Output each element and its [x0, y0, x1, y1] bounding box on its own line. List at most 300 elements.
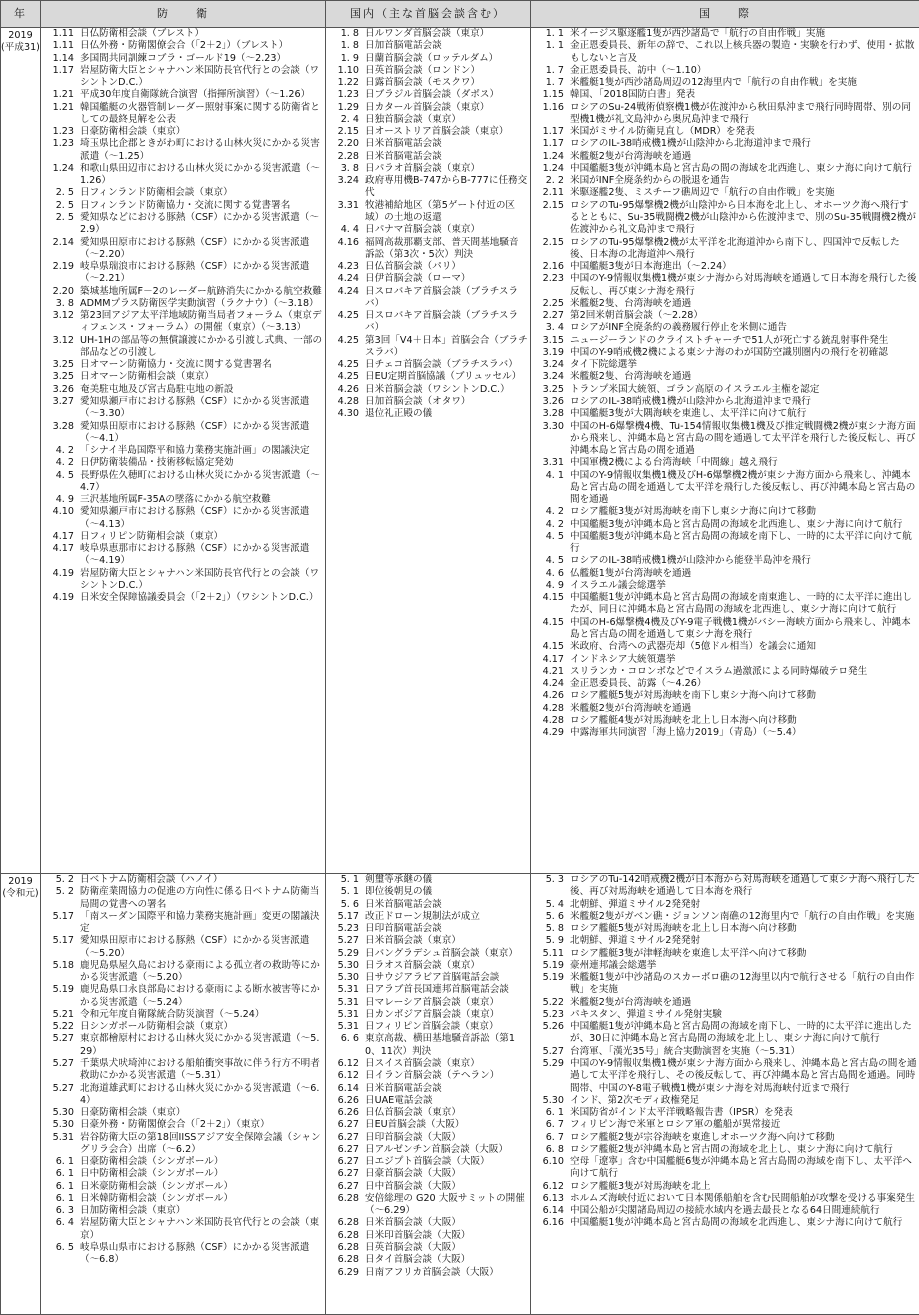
- entry-date: 6. 1: [43, 1193, 80, 1205]
- entry-date: 5. 1: [328, 886, 365, 898]
- international-entry: [531, 322, 919, 334]
- entry-text: 日フィンランド防衛協力・交流に関する覚書署名: [80, 200, 323, 212]
- entry-text: 金正恩委員長、訪中（～1.10）: [570, 65, 917, 77]
- entry-date: 6. 1: [43, 1168, 80, 1180]
- entry-date: 2.19: [43, 261, 80, 286]
- entry-date: 5. 2: [43, 874, 80, 886]
- defense-cell: [41, 28, 326, 874]
- entry-text: 米国防省がインド太平洋戦略報告書（IPSR）を発表: [570, 1107, 917, 1119]
- international-entry: [531, 1095, 919, 1107]
- defense-entry: [41, 1119, 325, 1131]
- defense-entry: [41, 396, 325, 421]
- entry-date: 5.22: [533, 997, 570, 1009]
- entry-text: 日英首脳会談（ロンドン）: [365, 65, 528, 77]
- entry-date: 3.28: [533, 408, 570, 420]
- entry-date: 4.25: [328, 359, 365, 371]
- international-entry: [531, 641, 919, 653]
- entry-date: 5.31: [328, 1009, 365, 1021]
- international-entry: [531, 948, 919, 960]
- entry-date: 1.16: [533, 102, 570, 127]
- domestic-entry: [326, 1242, 530, 1254]
- entry-date: 6.27: [328, 1181, 365, 1193]
- entry-text: 日蘭首脳会談（ロッテルダム）: [365, 53, 528, 65]
- international-entry: [531, 1205, 919, 1217]
- entry-date: 2.14: [43, 237, 80, 262]
- domestic-entry: [326, 1083, 530, 1095]
- entry-date: 4. 5: [533, 531, 570, 556]
- entry-date: 3.24: [533, 371, 570, 383]
- defense-entry: [41, 874, 325, 886]
- entry-text: 愛知県田原市における豚熱（CSF）にかかる災害派遣（～5.20）: [80, 935, 323, 960]
- entry-date: 6.29: [328, 1267, 365, 1279]
- entry-text: ロシア艦艇5隻が対馬海峡を南下し東シナ海へ向けて移動: [570, 690, 917, 702]
- entry-date: 6. 1: [43, 1156, 80, 1168]
- international-entry: [531, 617, 919, 642]
- defense-cell: [41, 874, 326, 1315]
- entry-text: ロシアのTu-95爆撃機2機が山陰沖から日本海を北上し、オホーツク海へ飛行するとともに、Su-35戦闘機2機が山陰沖から佐渡沖まで、別のSu-35戦闘機2機が佐渡沖から礼文島沖まで飛行: [570, 200, 917, 237]
- entry-date: 4.28: [533, 715, 570, 727]
- international-entry: [531, 102, 919, 127]
- entry-text: 日米首脳電話会談: [365, 899, 528, 911]
- entry-text: 日フィリピン防衛相会談（東京）: [80, 531, 323, 543]
- entry-text: 日ラオス首脳会談（東京）: [365, 960, 528, 972]
- entry-date: 6.27: [328, 1132, 365, 1144]
- entry-text: 日スイス首脳会談（東京）: [365, 1058, 528, 1070]
- entry-text: 日伊首脳会談（ローマ）: [365, 273, 528, 285]
- entry-date: 5.27: [533, 1046, 570, 1058]
- international-entry: [531, 592, 919, 617]
- entry-date: 1.24: [533, 163, 570, 175]
- entry-text: パキスタン、弾道ミサイル発射実験: [570, 1009, 917, 1021]
- entry-date: 4.24: [328, 273, 365, 285]
- international-entry: [531, 175, 919, 187]
- entry-text: 日豪防衛相会談（東京）: [80, 126, 323, 138]
- entry-text: 岩屋防衛大臣とシャナハン米国防長官代行との会談（東京）: [80, 1217, 323, 1242]
- entry-text: 日豪外務・防衛閣僚会合（「2＋2」）（東京）: [80, 1119, 323, 1131]
- defense-entry: [41, 286, 325, 298]
- domestic-entry: [326, 138, 530, 150]
- entry-date: 1. 8: [328, 28, 365, 40]
- entry-text: 中国のY-9情報収集機1機が東シナ海方面から飛来し、沖縄本島と宮古島の間を通過して太平洋を飛行し、その後反転して、再び沖縄本島と宮古島間を通過。同時間帯、中国のY-8電子戦機1機が東シナ海を対馬海峡付近まで飛行: [570, 1058, 917, 1095]
- entry-date: 2. 4: [328, 114, 365, 126]
- entry-date: 1. 8: [328, 40, 365, 52]
- defense-entry: [41, 531, 325, 543]
- entry-date: 1.15: [533, 89, 570, 101]
- defense-entry: [41, 65, 325, 90]
- domestic-entry: [326, 1181, 530, 1193]
- defense-entry: [41, 1156, 325, 1168]
- international-entry: [531, 298, 919, 310]
- entry-text: 東京都檜原村における山林火災にかかる災害派遣（～5.29）: [80, 1033, 323, 1058]
- international-entry: [531, 126, 919, 138]
- domestic-entry: [326, 53, 530, 65]
- entry-date: 3.12: [43, 335, 80, 360]
- international-entry: [531, 457, 919, 469]
- year-label: 2019: [1, 30, 40, 42]
- entry-date: 3.30: [533, 421, 570, 458]
- domestic-entry: [326, 310, 530, 335]
- domestic-entry: [326, 126, 530, 138]
- entry-date: 5.31: [328, 997, 365, 1009]
- entry-date: 4.30: [328, 408, 365, 420]
- entry-text: 金正恩委員長、訪露（～4.26）: [570, 678, 917, 690]
- domestic-entry: [326, 175, 530, 200]
- entry-date: 6.28: [328, 1217, 365, 1229]
- entry-text: 日オマーン防衛相会談（東京）: [80, 371, 323, 383]
- entry-text: 第23回アジア太平洋地域防衛当局者フォーラム（東京ディフェンス・フォーラム）の開催（東京）（～3.13）: [80, 310, 323, 335]
- entry-text: ロシア艦艇2隻が宗谷海峡を東進しオホーツク海へ向けて移動: [570, 1132, 917, 1144]
- domestic-entry: [326, 1193, 530, 1218]
- entry-text: 鹿児島県口永良部島における豪雨による断水被害等にかかる災害派遣（～5.24）: [80, 984, 323, 1009]
- entry-text: スリランカ・コロンボなどでイスラム過激派による同時爆破テロ発生: [570, 666, 917, 678]
- entry-text: 日フィンランド防衛相会談（東京）: [80, 187, 323, 199]
- entry-date: 6.27: [328, 1168, 365, 1180]
- entry-date: 5. 1: [328, 874, 365, 886]
- entry-text: 日アルゼンチン首脳会談（大阪）: [365, 1144, 528, 1156]
- domestic-entry: [326, 28, 530, 40]
- entry-text: タイ下院総選挙: [570, 359, 917, 371]
- entry-text: UH-1Hの部品等の無償譲渡にかかる引渡し式典、一部の部品などの引渡し: [80, 335, 323, 360]
- international-entry: [531, 1107, 919, 1119]
- international-entry: [531, 506, 919, 518]
- international-entry: [531, 899, 919, 911]
- international-entry: [531, 666, 919, 678]
- domestic-entry: [326, 972, 530, 984]
- entry-date: 1.29: [328, 102, 365, 114]
- entry-text: 日パラオ首脳会談（東京）: [365, 163, 528, 175]
- entry-text: 日露首脳会談（モスクワ）: [365, 77, 528, 89]
- entry-date: 5. 6: [328, 899, 365, 911]
- domestic-entry: [326, 923, 530, 935]
- entry-text: 日パナマ首脳会談（東京）: [365, 224, 528, 236]
- entry-text: 米国がミサイル防衛見直し（MDR）を発表: [570, 126, 917, 138]
- domestic-entry: [326, 1132, 530, 1144]
- entry-text: 埼玉県比企郡ときがわ町における山林火災にかかる災害派遣（～1.25）: [80, 138, 323, 163]
- international-entry: [531, 347, 919, 359]
- entry-date: 4.26: [328, 384, 365, 396]
- entry-date: 4. 4: [328, 224, 365, 236]
- entry-text: 中露海軍共同演習「海上協力2019」（青島）（～5.4）: [570, 727, 917, 739]
- entry-text: ロシア艦艇3隻が対馬海峡を北上: [570, 1181, 917, 1193]
- entry-text: ロシアのTu-95爆撃機2機が太平洋を北海道沖から南下し、四国沖で反転した後、日本海の北海道沖へ飛行: [570, 237, 917, 262]
- domestic-entry: [326, 1144, 530, 1156]
- international-entry: [531, 408, 919, 420]
- international-entry: [531, 1144, 919, 1156]
- entry-date: 5.29: [533, 1058, 570, 1095]
- entry-text: 日加防衛相会談（東京）: [80, 1205, 323, 1217]
- international-entry: [531, 151, 919, 163]
- entry-date: 6.28: [328, 1193, 365, 1218]
- entry-text: ロシアのTu-142哨戒機2機が日本海から対馬海峡を通過して東シナ海へ飛行した後、再び対馬海峡を通過して日本海を飛行: [570, 874, 917, 899]
- entry-date: 6. 7: [533, 1132, 570, 1144]
- international-entry: [531, 1046, 919, 1058]
- entry-date: 4.10: [43, 506, 80, 531]
- international-entry: [531, 335, 919, 347]
- entry-text: 愛知県田原市における豚熱（CSF）にかかる災害派遣（～4.1）: [80, 421, 323, 446]
- domestic-entry: [326, 1267, 530, 1279]
- entry-text: 鹿児島県屋久島における豪雨による孤立者の救助等にかかる災害派遣（～5.20）: [80, 960, 323, 985]
- international-entry: [531, 703, 919, 715]
- entry-date: 6.28: [328, 1254, 365, 1266]
- entry-date: 3.28: [43, 421, 80, 446]
- entry-date: 6.27: [328, 1144, 365, 1156]
- entry-date: 6.12: [328, 1070, 365, 1082]
- entry-text: 韓国、「2018国防白書」発表: [570, 89, 917, 101]
- entry-text: ロシアのSu-24戦術偵察機1機が佐渡沖から秋田県沖まで飛行同時間帯、別の同型機1機が礼文島沖から奥尻島沖まで飛行: [570, 102, 917, 127]
- entry-date: 4. 2: [43, 445, 80, 457]
- entry-date: 5.27: [328, 935, 365, 947]
- entry-date: 2.23: [533, 273, 570, 298]
- domestic-entry: [326, 911, 530, 923]
- entry-date: 6.14: [533, 1205, 570, 1217]
- entry-text: 日EU首脳会談（大阪）: [365, 1119, 528, 1131]
- entry-date: 5.19: [43, 984, 80, 1009]
- defense-entry: [41, 359, 325, 371]
- entry-text: 日スロバキア首脳会談（ブラチスラバ）: [365, 286, 528, 311]
- entry-date: 2. 5: [43, 212, 80, 237]
- entry-text: 日カタール首脳会談（東京）: [365, 102, 528, 114]
- domestic-entry: [326, 1095, 530, 1107]
- entry-date: 2. 5: [43, 187, 80, 199]
- entry-date: 3.25: [533, 384, 570, 396]
- entry-date: 2.16: [533, 261, 570, 273]
- entry-text: 日イラン首脳会談（テヘラン）: [365, 1070, 528, 1082]
- entry-date: 5.17: [43, 935, 80, 960]
- entry-text: 中国のY-9情報収集機1機及びH-6爆撃機2機が東シナ海方面から飛来し、沖縄本島と宮古島の間を通過して太平洋を飛行した後反転し、再び沖縄本島と宮古島の間を通過: [570, 470, 917, 507]
- entry-text: 平成30年度自衛隊統合演習（指揮所演習）（～1.26）: [80, 89, 323, 101]
- international-entry: [531, 1132, 919, 1144]
- entry-text: 多国間共同訓練コブラ・ゴールド19（～2.23）: [80, 53, 323, 65]
- entry-date: 5.31: [43, 1132, 80, 1157]
- header-defense: 防 衛: [41, 1, 326, 28]
- entry-text: 日チェコ首脳会談（ブラチスラバ）: [365, 359, 528, 371]
- entry-text: 日仏防衛相会談（ブレスト）: [80, 28, 323, 40]
- entry-date: 5.11: [533, 948, 570, 960]
- international-entry: [531, 470, 919, 507]
- entry-text: 愛知県瀬戸市における豚熱（CSF）にかかる災害派遣（～4.13）: [80, 506, 323, 531]
- international-entry: [531, 40, 919, 65]
- international-cell: [531, 874, 919, 1315]
- entry-date: 4.24: [533, 678, 570, 690]
- domestic-entry: [326, 359, 530, 371]
- entry-text: インド、第2次モディ政権発足: [570, 1095, 917, 1107]
- entry-date: 4.25: [328, 335, 365, 360]
- domestic-entry: [326, 102, 530, 114]
- international-entry: [531, 359, 919, 371]
- entry-text: 日米首脳電話会談: [365, 151, 528, 163]
- entry-text: ロシア艦艇4隻が対馬海峡を北上し日本海へ向け移動: [570, 715, 917, 727]
- domestic-entry: [326, 948, 530, 960]
- entry-text: 日米首脳電話会談: [365, 1083, 528, 1095]
- entry-text: 日ルワンダ首脳会談（東京）: [365, 28, 528, 40]
- entry-date: 2.15: [533, 200, 570, 237]
- entry-date: 6.16: [533, 1217, 570, 1229]
- entry-date: 6.12: [328, 1058, 365, 1070]
- entry-date: 1. 1: [533, 28, 570, 40]
- entry-text: 「南スーダン国際平和協力業務実施計画」変更の閣議決定: [80, 911, 323, 936]
- entry-text: 福岡高裁那覇支部、普天間基地騒音訴訟（第3次・5次）判決: [365, 237, 528, 262]
- international-entry: [531, 1009, 919, 1021]
- entry-text: 中国艦艇3隻が沖縄本島と宮古島の間の海域を北西進し、東シナ海に向けて航行: [570, 163, 917, 175]
- domestic-entry: [326, 114, 530, 126]
- entry-text: 中国艦艇1隻が沖縄本島と宮古島間の海域を北西進し、東シナ海に向けて航行: [570, 1217, 917, 1229]
- domestic-entry: [326, 886, 530, 898]
- defense-entry: [41, 568, 325, 593]
- international-entry: [531, 1156, 919, 1181]
- domestic-entry: [326, 224, 530, 236]
- domestic-entry: [326, 1070, 530, 1082]
- defense-entry: [41, 89, 325, 101]
- entry-date: 5.30: [43, 1119, 80, 1131]
- entry-date: 5. 3: [533, 874, 570, 899]
- domestic-entry: [326, 371, 530, 383]
- international-entry: [531, 310, 919, 322]
- domestic-entry: [326, 1021, 530, 1033]
- domestic-entry: [326, 1254, 530, 1266]
- entry-text: 岐阜県山県市における豚熱（CSF）にかかる災害派遣（～6.8）: [80, 1242, 323, 1267]
- international-entry: [531, 923, 919, 935]
- international-entry: [531, 1119, 919, 1131]
- entry-date: 5.30: [328, 960, 365, 972]
- entry-text: 日中防衛相会談（シンガポール）: [80, 1168, 323, 1180]
- entry-date: 4.15: [533, 641, 570, 653]
- period-row: [1, 874, 919, 1315]
- entry-text: 即位後朝見の儀: [365, 886, 528, 898]
- entry-date: 1. 7: [533, 77, 570, 89]
- entry-text: 中国のY-9哨戒機2機による東シナ海のわが国防空識別圏内の飛行を初確認: [570, 347, 917, 359]
- entry-date: 6. 7: [533, 1119, 570, 1131]
- entry-date: 5.17: [328, 911, 365, 923]
- entry-date: 5.31: [328, 984, 365, 996]
- international-entry: [531, 690, 919, 702]
- defense-entry: [41, 371, 325, 383]
- entry-date: 6.13: [533, 1193, 570, 1205]
- entry-text: 日米首脳電話会談: [365, 138, 528, 150]
- defense-entry: [41, 102, 325, 127]
- domestic-cell: [326, 874, 531, 1315]
- entry-text: 日マレーシア首脳会談（東京）: [365, 997, 528, 1009]
- entry-date: 5.21: [43, 1009, 80, 1021]
- entry-text: トランプ米国大統領、ゴラン高原のイスラエル主権を認定: [570, 384, 917, 396]
- entry-text: 中国艦艇3隻が沖縄本島と宮古島間の海域を南下し、一時的に太平洋に向けて航行: [570, 531, 917, 556]
- domestic-cell: [326, 28, 531, 874]
- entry-date: 6. 1: [533, 1107, 570, 1119]
- entry-date: 1.24: [533, 151, 570, 163]
- entry-text: 米艦艇1隻が中沙諸島のスカーボロ礁の12海里以内で航行させる「航行の自由作戦」を実施: [570, 972, 917, 997]
- defense-entry: [41, 1193, 325, 1205]
- entry-text: 米イージス駆逐艦1隻が西沙諸島で「航行の自由作戦」実施: [570, 28, 917, 40]
- international-entry: [531, 580, 919, 592]
- defense-entry: [41, 457, 325, 469]
- entry-date: 1.21: [43, 102, 80, 127]
- entry-date: 3.31: [328, 200, 365, 225]
- entry-date: 1.24: [43, 163, 80, 188]
- international-entry: [531, 421, 919, 458]
- entry-date: 4.24: [328, 286, 365, 311]
- entry-date: 4. 5: [43, 470, 80, 495]
- defense-entry: [41, 237, 325, 262]
- entry-text: 東京高裁、横田基地騒音訴訟（第10、11次）判決: [365, 1033, 528, 1058]
- defense-entry: [41, 298, 325, 310]
- domestic-entry: [326, 1058, 530, 1070]
- entry-text: 「シナイ半島国際平和協力業務実施計画」の閣議決定: [80, 445, 323, 457]
- entry-date: 6.28: [328, 1242, 365, 1254]
- entry-text: 日仏外務・防衛閣僚会合（「2＋2」）（ブレスト）: [80, 40, 323, 52]
- entry-date: 1.23: [43, 138, 80, 163]
- entry-text: 米国がINF全廃条約からの脱退を通告: [570, 175, 917, 187]
- header-domestic: 国内（主な首脳会談含む）: [326, 1, 531, 28]
- entry-text: 中国のY-9情報収集機1機が東シナ海から対馬海峡を通過して日本海を飛行した後反転し、再び東シナ海を飛行: [570, 273, 917, 298]
- entry-text: 空母「遼寧」含む中国艦艇6隻が沖縄本島と宮古島間の海域を南下し、太平洋へ向けて航行: [570, 1156, 917, 1181]
- entry-date: 4. 9: [43, 494, 80, 506]
- entry-text: 日スロバキア首脳会談（ブラチスラバ）: [365, 310, 528, 335]
- entry-date: 4.17: [43, 531, 80, 543]
- domestic-entry: [326, 65, 530, 77]
- entry-date: 5.19: [533, 960, 570, 972]
- entry-date: 5.30: [533, 1095, 570, 1107]
- entry-text: 日米豪防衛相会談（シンガポール）: [80, 1181, 323, 1193]
- entry-date: 4. 2: [43, 457, 80, 469]
- entry-text: 岩谷防衛大臣の第18回IISSアジア安全保障会議（シャングリラ会合）出席（～6.2）: [80, 1132, 323, 1157]
- entry-date: 6.12: [533, 1181, 570, 1193]
- entry-date: 4.17: [43, 543, 80, 568]
- entry-text: ADMMプラス防衛医学実動演習（ラクナウ）（～3.18）: [80, 298, 323, 310]
- entry-text: 中国のH-6爆撃機4機及びY-9電子戦機1機がバシー海峡方面から飛来し、沖縄本島と宮古島の間を通過して東シナ海を飛行: [570, 617, 917, 642]
- entry-text: ロシア艦艇5隻が対馬海峡を北上し日本海へ向け移動: [570, 923, 917, 935]
- entry-text: 日南アフリカ首脳会談（大阪）: [365, 1267, 528, 1279]
- international-entry: [531, 1217, 919, 1229]
- header-row: [1, 1, 919, 28]
- entry-date: 5. 9: [533, 935, 570, 947]
- international-entry: [531, 384, 919, 396]
- entry-text: 中国軍機2機による台湾海峡「中間線」越え飛行: [570, 457, 917, 469]
- entry-text: 台湾軍、「漢光35号」統合実動演習を実施（～5.31）: [570, 1046, 917, 1058]
- entry-date: 3.31: [533, 457, 570, 469]
- entry-text: 牧港補給地区（第5ゲート付近の区域）の土地の返還: [365, 200, 528, 225]
- international-entry: [531, 960, 919, 972]
- domestic-entry: [326, 200, 530, 225]
- international-entry: [531, 568, 919, 580]
- domestic-entry: [326, 997, 530, 1009]
- entry-date: 5.23: [328, 923, 365, 935]
- entry-date: 4. 5: [533, 555, 570, 567]
- entry-date: 6. 6: [328, 1033, 365, 1058]
- entry-text: 豪州連邦議会総選挙: [570, 960, 917, 972]
- header-international: 国 際: [531, 1, 919, 28]
- entry-text: 中国艦艇3隻が沖縄本島と宮古島間の海域を北西進し、東シナ海に向けて航行: [570, 519, 917, 531]
- entry-text: 米艦艇2隻が台湾海峡を通過: [570, 997, 917, 1009]
- entry-date: 3.25: [43, 359, 80, 371]
- domestic-entry: [326, 1217, 530, 1229]
- entry-date: 5.27: [43, 1033, 80, 1058]
- defense-entry: [41, 261, 325, 286]
- entry-date: 5. 8: [533, 923, 570, 935]
- entry-date: 1. 1: [533, 40, 570, 65]
- defense-entry: [41, 494, 325, 506]
- entry-date: 5.22: [43, 1021, 80, 1033]
- entry-text: 日フィリピン首脳会談（東京）: [365, 1021, 528, 1033]
- defense-entry: [41, 1083, 325, 1108]
- defense-entry: [41, 40, 325, 52]
- entry-text: 日米印首脳会談（大阪）: [365, 1230, 528, 1242]
- entry-text: 日米首脳会談（大阪）: [365, 1217, 528, 1229]
- entry-date: 1.14: [43, 53, 80, 65]
- entry-text: 日米首脳会談（ワシントンD.C.）: [365, 384, 528, 396]
- entry-text: 日EU定期首脳協議（ブリュッセル）: [365, 371, 528, 383]
- domestic-entry: [326, 163, 530, 175]
- entry-date: 4. 2: [533, 506, 570, 518]
- international-entry: [531, 654, 919, 666]
